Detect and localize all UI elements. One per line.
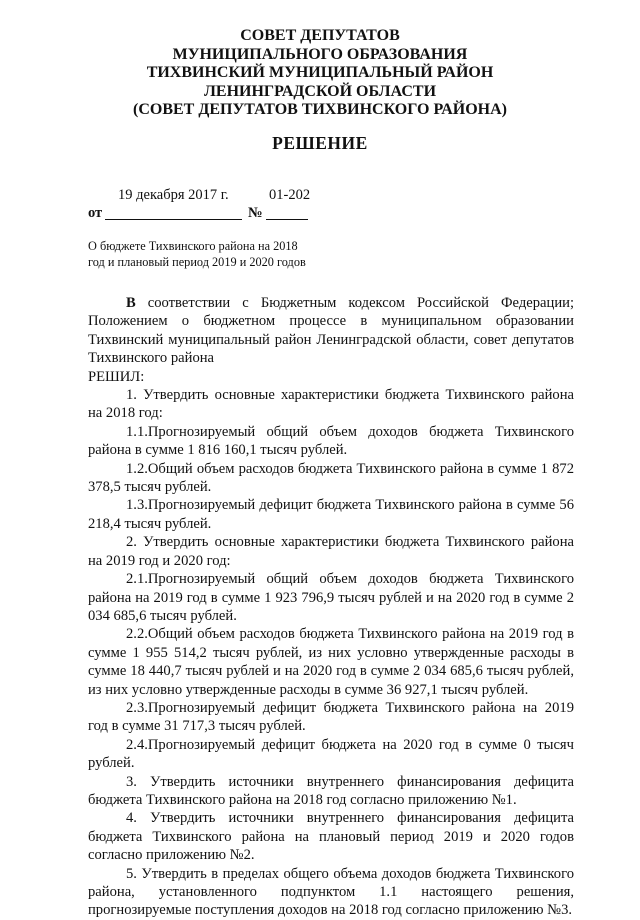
- preamble-lead: В: [126, 295, 136, 311]
- decision-date: 19 декабря 2017 г.: [118, 187, 229, 203]
- issuer-line: ТИХВИНСКИЙ МУНИЦИПАЛЬНЫЙ РАЙОН: [146, 64, 494, 82]
- date-label: от: [88, 205, 103, 221]
- clause-1: 1. Утвердить основные характеристики бюджета Тихвинского района на 2018 год:: [88, 387, 574, 422]
- decision-subject: [88, 238, 306, 270]
- issuer-line: СОВЕТ ДЕПУТАТОВ: [240, 27, 400, 44]
- date-underline: [105, 219, 242, 220]
- clause-2: 2. Утвердить основные характеристики бюджета Тихвинского района на 2019 год и 2020 год:: [88, 534, 574, 569]
- number-underline: [266, 219, 308, 220]
- subject-line: О бюджете Тихвинского района на 2018: [88, 239, 298, 253]
- issuer-line: МУНИЦИПАЛЬНОГО ОБРАЗОВАНИЯ: [172, 45, 468, 63]
- issuer-line: (СОВЕТ ДЕПУТАТОВ ТИХВИНСКОГО РАЙОНА): [133, 101, 507, 119]
- issuer-line: ЛЕНИНГРАДСКОЙ ОБЛАСТИ: [203, 82, 437, 100]
- clause-2-2: 2.2.Общий объем расходов бюджета Тихвинского района на 2019 год в сумме 1 955 514,2 тысяч рублей, из них условно утвержденные расходы в сумме 18 440,7 тысяч рублей и на 2020 год в сумме 2 034 685,6 тысяч рублей, из них условно утвержденные расходы в сумме 36 927,1 тысяч рублей.: [88, 626, 574, 698]
- decision-body: [88, 294, 574, 920]
- clause-1-1: 1.1.Прогнозируемый общий объем доходов бюджета Тихвинского района в сумме 1 816 160,1 тысяч рублей.: [88, 423, 574, 459]
- clause-2-1: 2.1.Прогнозируемый общий объем доходов бюджета Тихвинского района на 2019 год в сумме 1 923 796,9 тысяч рублей и на 2020 год в сумме 2 034 685,6 тысяч рублей.: [88, 571, 574, 624]
- clause-2-3: 2.3.Прогнозируемый дефицит бюджета Тихвинского района на 2019 год в сумме 31 717,3 тысяч рублей.: [88, 699, 574, 735]
- preamble-paragraph: [88, 294, 574, 368]
- document-title: РЕШЕНИЕ: [272, 133, 368, 153]
- resolved-label: РЕШИЛ:: [88, 368, 145, 385]
- clause-1-3: 1.3.Прогнозируемый дефицит бюджета Тихвинского района в сумме 56 218,4 тысяч рублей.: [88, 497, 574, 532]
- clause-2-4: 2.4.Прогнозируемый дефицит бюджета на 2020 год в сумме 0 тысяч рублей.: [88, 736, 574, 772]
- clause-5: 5. Утвердить в пределах общего объема доходов бюджета Тихвинского района, установленного подпунктом 1.1 настоящего решения, прогнозируемые поступления доходов на 2018 год согласно приложению №3.: [88, 865, 574, 919]
- decision-number: 01-202: [269, 187, 311, 203]
- subject-line: год и плановый период 2019 и 2020 годов: [88, 255, 306, 269]
- number-label: №: [248, 205, 263, 221]
- issuer-header: [0, 27, 640, 120]
- clause-4: 4. Утвердить источники внутреннего финансирования дефицита бюджета Тихвинского района на плановый период 2019 и 2020 годов согласно приложению №2.: [88, 810, 574, 864]
- preamble-text: соответствии с Бюджетным кодексом Российской Федерации; Положением о бюджетном процессе в муниципальном образовании Тихвинский муниципальный район Ленинградской области, совет депутатов Тихвинского района: [88, 295, 574, 367]
- clause-3: 3. Утвердить источники внутреннего финансирования дефицита бюджета Тихвинского района на 2018 год согласно приложению №1.: [88, 773, 574, 808]
- clause-1-2: 1.2.Общий объем расходов бюджета Тихвинского района в сумме 1 872 378,5 тысяч рублей.: [88, 460, 574, 496]
